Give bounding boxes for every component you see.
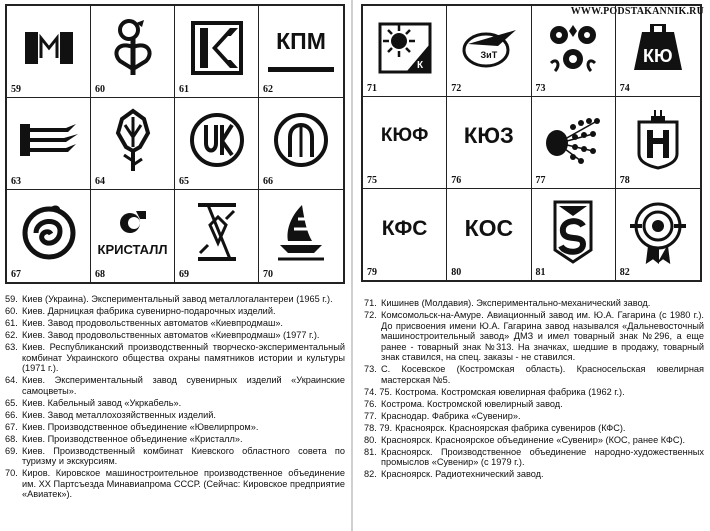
logo-number: 82: [619, 267, 630, 278]
right-page: [353, 0, 710, 531]
logo-number: 79: [367, 267, 377, 278]
ko-mark-logo-icon: [630, 18, 686, 78]
kristall-logo-text: КРИСТАЛЛ: [97, 242, 168, 257]
circle-yk-logo-icon: [188, 111, 246, 169]
logo-cell-71: [363, 6, 447, 97]
right-logo-grid: [361, 4, 702, 282]
kyuf-logo-text: КЮФ: [380, 125, 429, 147]
list-item: 78. 79. Красноярск. Красноярская фабрика сувениров (КФС).: [364, 422, 626, 433]
target-ribbon-logo-icon: [627, 198, 689, 264]
list-item: 62. Киев. Завод продовольственных автоматов «Киевпродмаш» (1977 г.).: [5, 329, 320, 340]
kiev-metal-m-logo-icon: [22, 28, 76, 68]
logo-cell-74: [616, 6, 700, 97]
logo-cell-73: [532, 6, 616, 97]
logo-number: 64: [95, 176, 105, 187]
kfs-logo-text: КФС: [381, 216, 428, 240]
right-entries-list: [364, 298, 704, 481]
logo-number: 68: [95, 269, 105, 280]
zit-logo-text: ЗиТ: [480, 50, 498, 60]
list-item: 72. Комсомольск-на-Амуре. Авиационный завод им. Ю.А. Гагарина (с 1980 г.). До присвоения имени Ю.А. Гагарина завод назывался «Дальневосточный машиностроительный завод» ДМЗ и имел товарный знак №296, а еще ранее - товарный знак №313. На значках, шедшие в продажу, товарный знак ставился, на спец. заказы - не ставился.: [364, 309, 704, 363]
logo-cell-72: [447, 6, 531, 97]
logo-cell-66: [259, 98, 343, 190]
souvenir-s-logo-icon: [549, 198, 597, 264]
logo-number: 81: [535, 267, 546, 278]
logo-number: 60: [95, 84, 105, 95]
logo-cell-64: [91, 98, 175, 190]
logo-number: 69: [179, 269, 189, 280]
logo-cell-82: [616, 189, 700, 280]
list-item: 74. 75. Кострома. Костромская ювелирная фабрика (1962 г.).: [364, 386, 625, 397]
darnitsa-f-heart-logo-icon: [108, 17, 158, 79]
list-item: 63. Киев. Республиканский производственный творческо-экспериментальный комбинат Украинского общества охраны памятников истории и культуры (1971 г.).: [5, 341, 345, 374]
logo-cell-78: [616, 97, 700, 188]
logo-cell-81: [532, 189, 616, 280]
list-item: 59. Киев (Украина). Экспериментальный завод металлогалантереи (1965 г.).: [5, 294, 333, 304]
logo-number: 73: [535, 83, 546, 95]
list-item: 64. Киев. Экспериментальный завод сувенирных изделий «Украинские самоцветы».: [5, 375, 345, 396]
floral-ornament-logo-icon: [543, 21, 603, 75]
logo-number: 78: [619, 174, 630, 186]
logo-number: 65: [179, 176, 189, 187]
list-item: 76. Кострома. Костромской ювелирный завод.: [364, 398, 563, 409]
logo-cell-70: [259, 190, 343, 282]
arch-logo-icon: [273, 111, 329, 169]
list-item: 70. Киров. Кировское машиностроительное производственное объединение им. XX Партсъезда Минавиапрома СССР. (Сейчас: Кировское предприятие «Авиатек»).: [5, 468, 345, 500]
logo-number: 70: [263, 269, 273, 280]
list-item: 77. Краснодар. Фабрика «Сувенир».: [364, 410, 521, 421]
svg-text:К: К: [416, 59, 423, 71]
logo-cell-65: [175, 98, 259, 190]
left-logo-grid: [5, 4, 345, 284]
logo-cell-63: [7, 98, 91, 190]
logo-cell-62: [259, 6, 343, 98]
site-watermark: WWW.PODSTAKANNIK.RU: [570, 6, 704, 17]
tulip-logo-icon: [110, 107, 156, 173]
diamond-frame-logo-icon: [190, 199, 244, 265]
zit-plane-logo-icon: [458, 24, 520, 72]
leaf-swirl-logo-icon: [20, 203, 78, 261]
logo-number: 80: [451, 267, 462, 278]
brush-feathers-logo-icon: [16, 120, 82, 160]
list-item: 67. Киев. Производственное объединение «Ювелирпром».: [5, 421, 259, 432]
kievprodmash-k-logo-icon: [190, 20, 244, 76]
logo-number: 67: [11, 269, 21, 280]
sun-rays-k-logo-icon: [377, 21, 433, 75]
logo-cell-76: [447, 97, 531, 188]
svg-text:КЮ: КЮ: [642, 45, 673, 66]
kpm-logo-text: КПМ: [276, 28, 326, 54]
logo-cell-80: [447, 189, 531, 280]
logo-number: 72: [451, 83, 462, 95]
sail-ship-logo-icon: [272, 201, 330, 263]
logo-number: 75: [367, 174, 377, 186]
logo-cell-61: [175, 6, 259, 98]
logo-cell-79: [363, 189, 447, 280]
logo-number: 76: [451, 174, 462, 186]
logo-cell-68: [91, 190, 175, 282]
list-item: 65. Киев. Кабельный завод «Укркабель».: [5, 397, 182, 408]
logo-number: 62: [263, 84, 273, 95]
list-item: 82. Красноярск. Радиотехнический завод.: [364, 469, 544, 480]
logo-number: 71: [367, 83, 377, 95]
list-item: 69. Киев. Производственный комбинат Киевского областного совета по туризму и экскурсиям.: [5, 445, 345, 467]
list-item: 73. С. Косевское (Костромская область). Красносельская ювелирная мастерская №5.: [364, 364, 704, 385]
list-item: 81. Красноярск. Производственное объединение народно-художественных промыслов «Сувенир» (с 1979 г.).: [364, 446, 704, 468]
logo-number: 77: [535, 174, 546, 186]
logo-number: 59: [11, 84, 21, 95]
kristall-mark-icon: [118, 207, 148, 235]
logo-cell-59: [7, 6, 91, 98]
list-item: 68. Киев. Производственное объединение «Кристалл».: [5, 433, 243, 444]
logo-cell-60: [91, 6, 175, 98]
tower-shield-logo-icon: [633, 108, 683, 170]
logo-cell-67: [7, 190, 91, 282]
logo-cell-69: [175, 190, 259, 282]
kpm-underline-icon: [268, 65, 334, 75]
list-item: 80. Красноярск. Красноярское объединение «Сувенир» (КОС, ранее КФС).: [364, 434, 686, 445]
logo-cell-75: [363, 97, 447, 188]
left-entries-list: [5, 294, 345, 501]
logo-number: 61: [179, 84, 189, 95]
kos-logo-text: КОС: [464, 214, 514, 241]
logo-cell-77: [532, 97, 616, 188]
logo-number: 66: [263, 176, 273, 187]
list-item: 61. Киев. Завод продовольственных автоматов «Киевпродмаш».: [5, 317, 283, 328]
logo-number: 74: [619, 83, 630, 95]
left-page: [0, 0, 352, 531]
logo-number: 63: [11, 176, 21, 187]
list-item: 60. Киев. Дарницкая фабрика сувенирно-подарочных изделий.: [5, 305, 276, 316]
dotted-fan-logo-icon: [543, 113, 603, 165]
list-item: 71. Кишинев (Молдавия). Экспериментально-механический завод.: [364, 298, 651, 308]
list-item: 66. Киев. Завод металлохозяйственных изделий.: [5, 409, 216, 420]
kyuz-logo-text: КЮЗ: [463, 123, 514, 149]
